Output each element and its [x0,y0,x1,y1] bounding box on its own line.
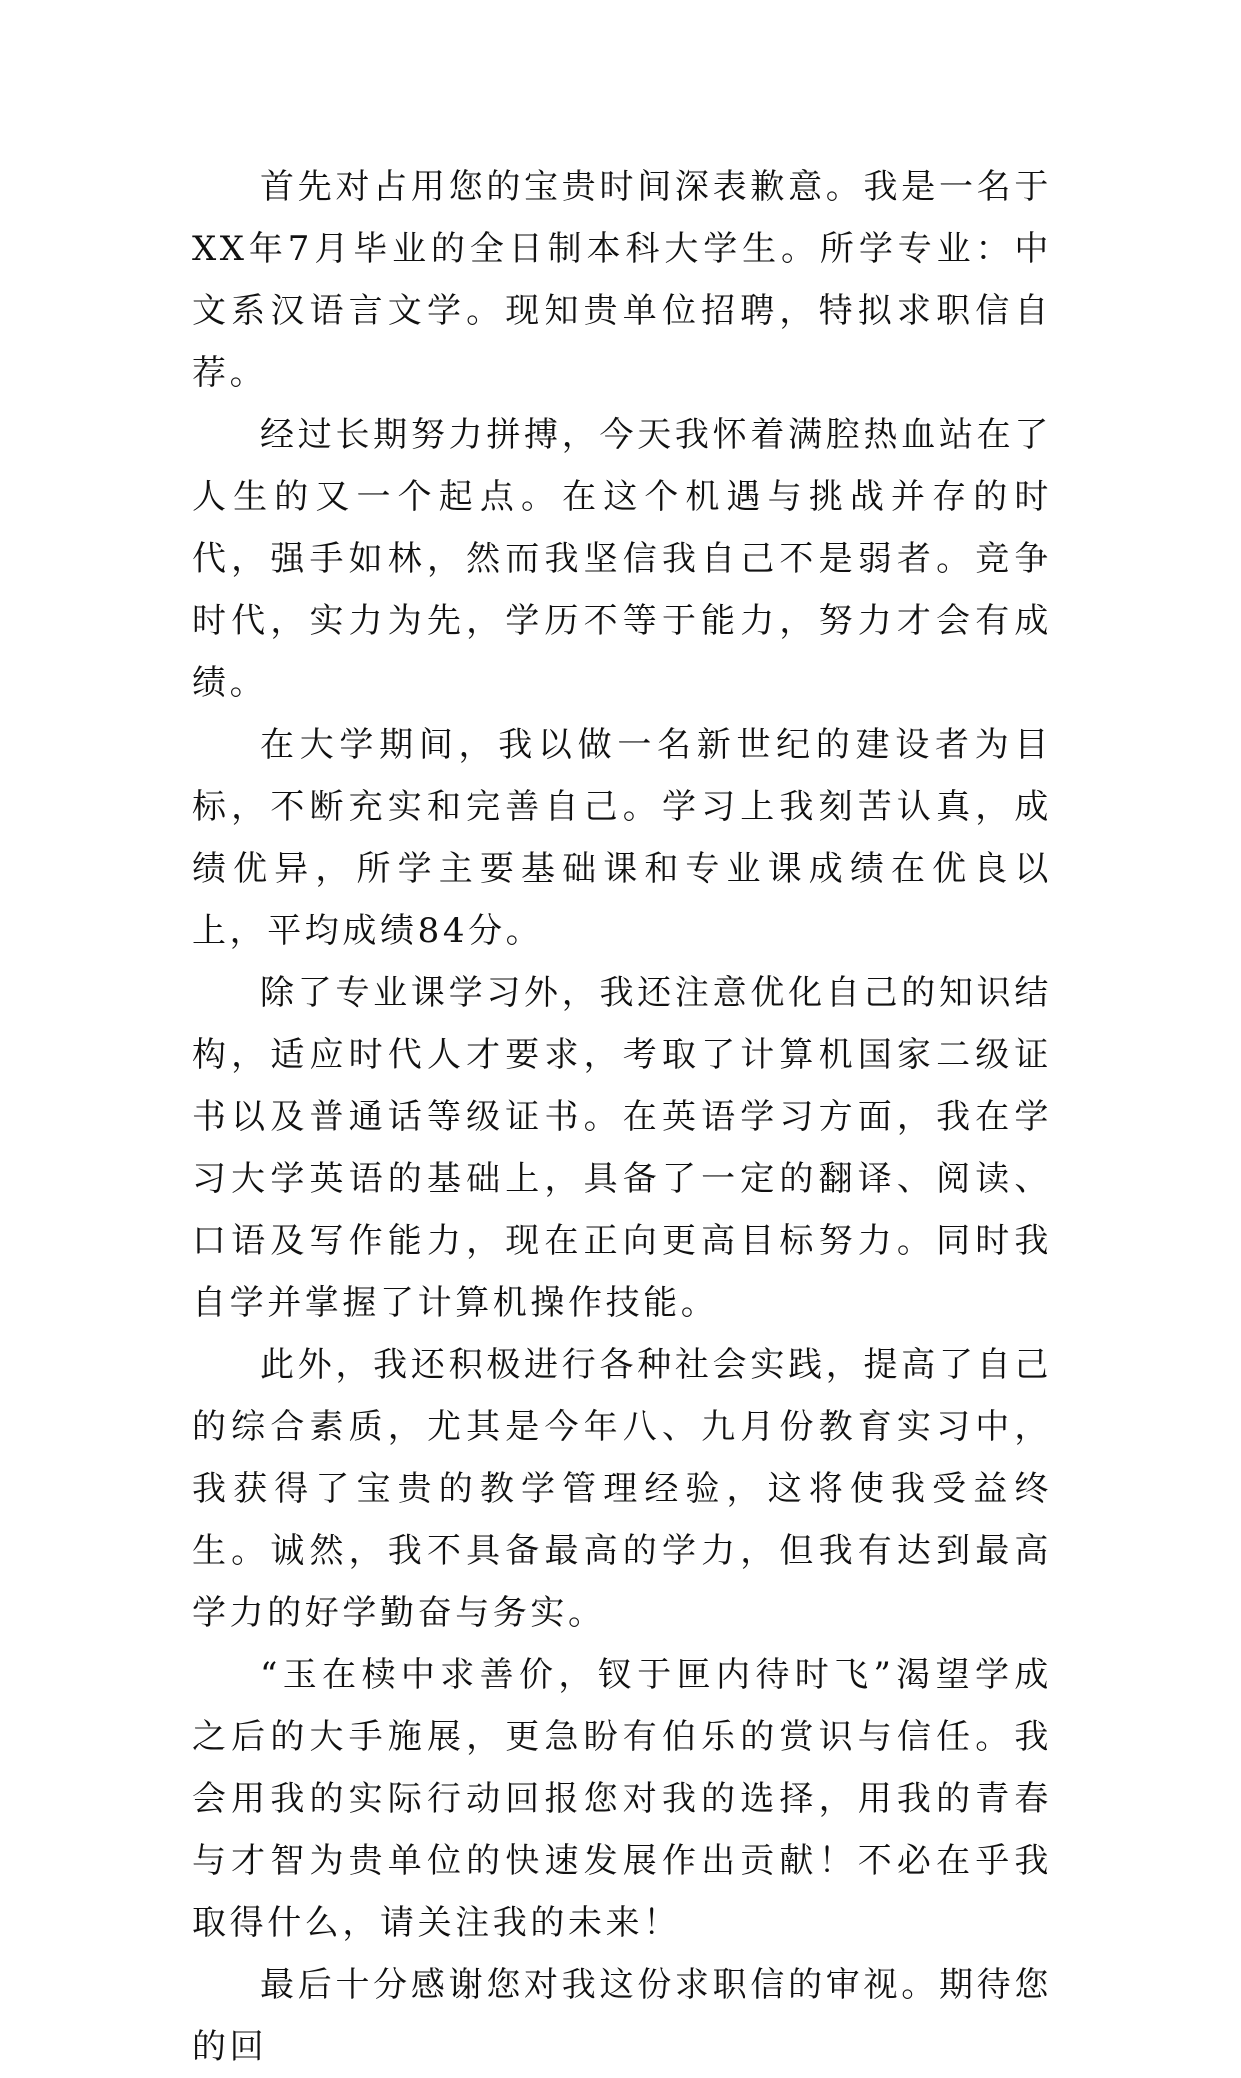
paragraph-aspiration: “玉在椟中求善价，钗于匣内待时飞”渴望学成之后的大手施展，更急盼有伯乐的赏识与信任。我会用我的实际行动回报您对我的选择，用我的青春与才智为贵单位的快速发展作出贡献！不必在乎我取得什么，请关注我的未来！ [192,1655,1052,1943]
paragraph-skills-certificates: 除了专业课学习外，我还注意优化自己的知识结构，适应时代人才要求，考取了计算机国家二级证书以及普通话等级证书。在英语学习方面，我在学习大学英语的基础上，具备了一定的翻译、阅读、口语及写作能力，现在正向更高目标努力。同时我自学并掌握了计算机操作技能。 [192,973,1052,1323]
paragraph-apology-intro: 首先对占用您的宝贵时间深表歉意。我是一名于XX年7月毕业的全日制本科大学生。所学专业：中文系汉语言文学。现知贵单位招聘，特拟求职信自荐。 [192,167,1052,393]
letter-body [192,156,1052,2078]
paragraph-university-study: 在大学期间，我以做一名新世纪的建设者为目标，不断充实和完善自己。学习上我刻苦认真，成绩优异，所学主要基础课和专业课成绩在优良以上，平均成绩84分。 [192,725,1052,951]
paragraph-social-practice: 此外，我还积极进行各种社会实践，提高了自己的综合素质，尤其是今年八、九月份教育实习中，我获得了宝贵的教学管理经验，这将使我受益终生。诚然，我不具备最高的学力，但我有达到最高学力的好学勤奋与务实。 [192,1345,1052,1633]
paragraph-closing: 最后十分感谢您对我这份求职信的审视。期待您的回 [192,1965,1052,2067]
paragraph-starting-point: 经过长期努力拼搏，今天我怀着满腔热血站在了人生的又一个起点。在这个机遇与挑战并存的时代，强手如林，然而我坚信我自己不是弱者。竞争时代，实力为先，学历不等于能力，努力才会有成绩。 [192,415,1052,703]
